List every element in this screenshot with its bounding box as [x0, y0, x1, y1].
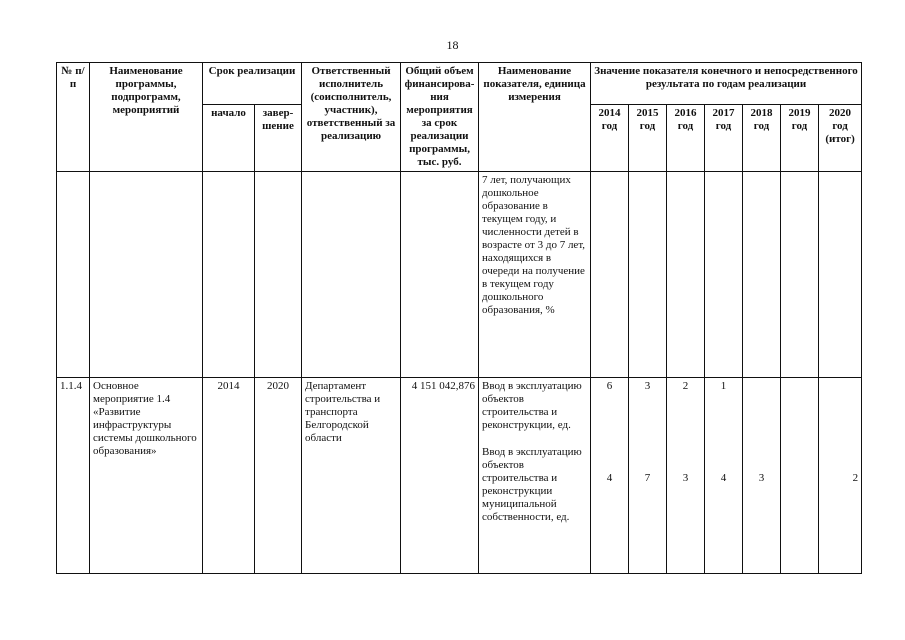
value-2019-2 [784, 472, 815, 485]
row-number: 1.1.4 [57, 378, 90, 574]
header-year: 2017 год [705, 104, 743, 171]
header-name: Наименование программы, подпрограмм, мероприятий [90, 63, 203, 172]
value-2014-1: 6 [606, 380, 613, 392]
header-executor: Ответственный исполнитель (соисполнитель, участник), ответственный за реализацию [302, 63, 401, 172]
value-2014-2: 4 [606, 472, 613, 484]
header-finance: Общий объем финансирова-ния мероприятия за срок реализации программы, тыс. руб. [401, 63, 479, 172]
value-2016-2: 3 [682, 472, 689, 484]
indicator-continuation: 7 лет, получающих дошкольное образование в текущем году, и численности детей в возрасте от 3 до 7 лет, находящихся в очереди на получение в текущем году дошкольного образования, % [479, 172, 591, 378]
end-year: 2020 [255, 378, 302, 574]
table-row [57, 378, 862, 574]
value-2017-1: 1 [720, 380, 727, 392]
header-values: Значение показателя конечного и непосредственного результата по годам реализации [591, 63, 862, 105]
executor: Департамент строительства и транспорта Белгородской области [302, 378, 401, 574]
start-year: 2014 [203, 378, 255, 574]
indicator-2: Ввод в эксплуатацию объектов строительства и реконструкции муниципальной собственности, ед. [482, 446, 582, 523]
header-num: № п/п [57, 63, 90, 172]
header-year: 2015 год [629, 104, 667, 171]
value-2017-2: 4 [720, 472, 727, 484]
header-year: 2018 год [743, 104, 781, 171]
header-end: завер-шение [255, 104, 302, 171]
page-number: 18 [446, 38, 459, 52]
header-year: 2016 год [667, 104, 705, 171]
header-indicator: Наименование показателя, единица измерения [479, 63, 591, 172]
header-year: 2019 год [781, 104, 819, 171]
indicator-table [56, 62, 862, 574]
header-start: начало [203, 104, 255, 171]
measure-name: Основное мероприятие 1.4 «Развитие инфраструктуры системы дошкольного образования» [90, 378, 203, 574]
header-period: Срок реализации [203, 63, 302, 105]
value-2018-1 [746, 380, 777, 393]
header-year: 2020 год (итог) [819, 104, 862, 171]
table-row [57, 172, 862, 378]
indicator-1: Ввод в эксплуатацию объектов строительства и реконструкции, ед. [482, 380, 582, 431]
value-2020-2: 2 [852, 472, 859, 484]
value-2015-1: 3 [644, 380, 651, 392]
value-2015-2: 7 [644, 472, 651, 484]
value-2018-2: 3 [758, 472, 765, 484]
header-year: 2014 год [591, 104, 629, 171]
value-2020-1 [822, 380, 858, 393]
value-2019-1 [784, 380, 815, 393]
value-2016-1: 2 [682, 380, 689, 392]
finance-total: 4 151 042,876 [401, 378, 479, 574]
